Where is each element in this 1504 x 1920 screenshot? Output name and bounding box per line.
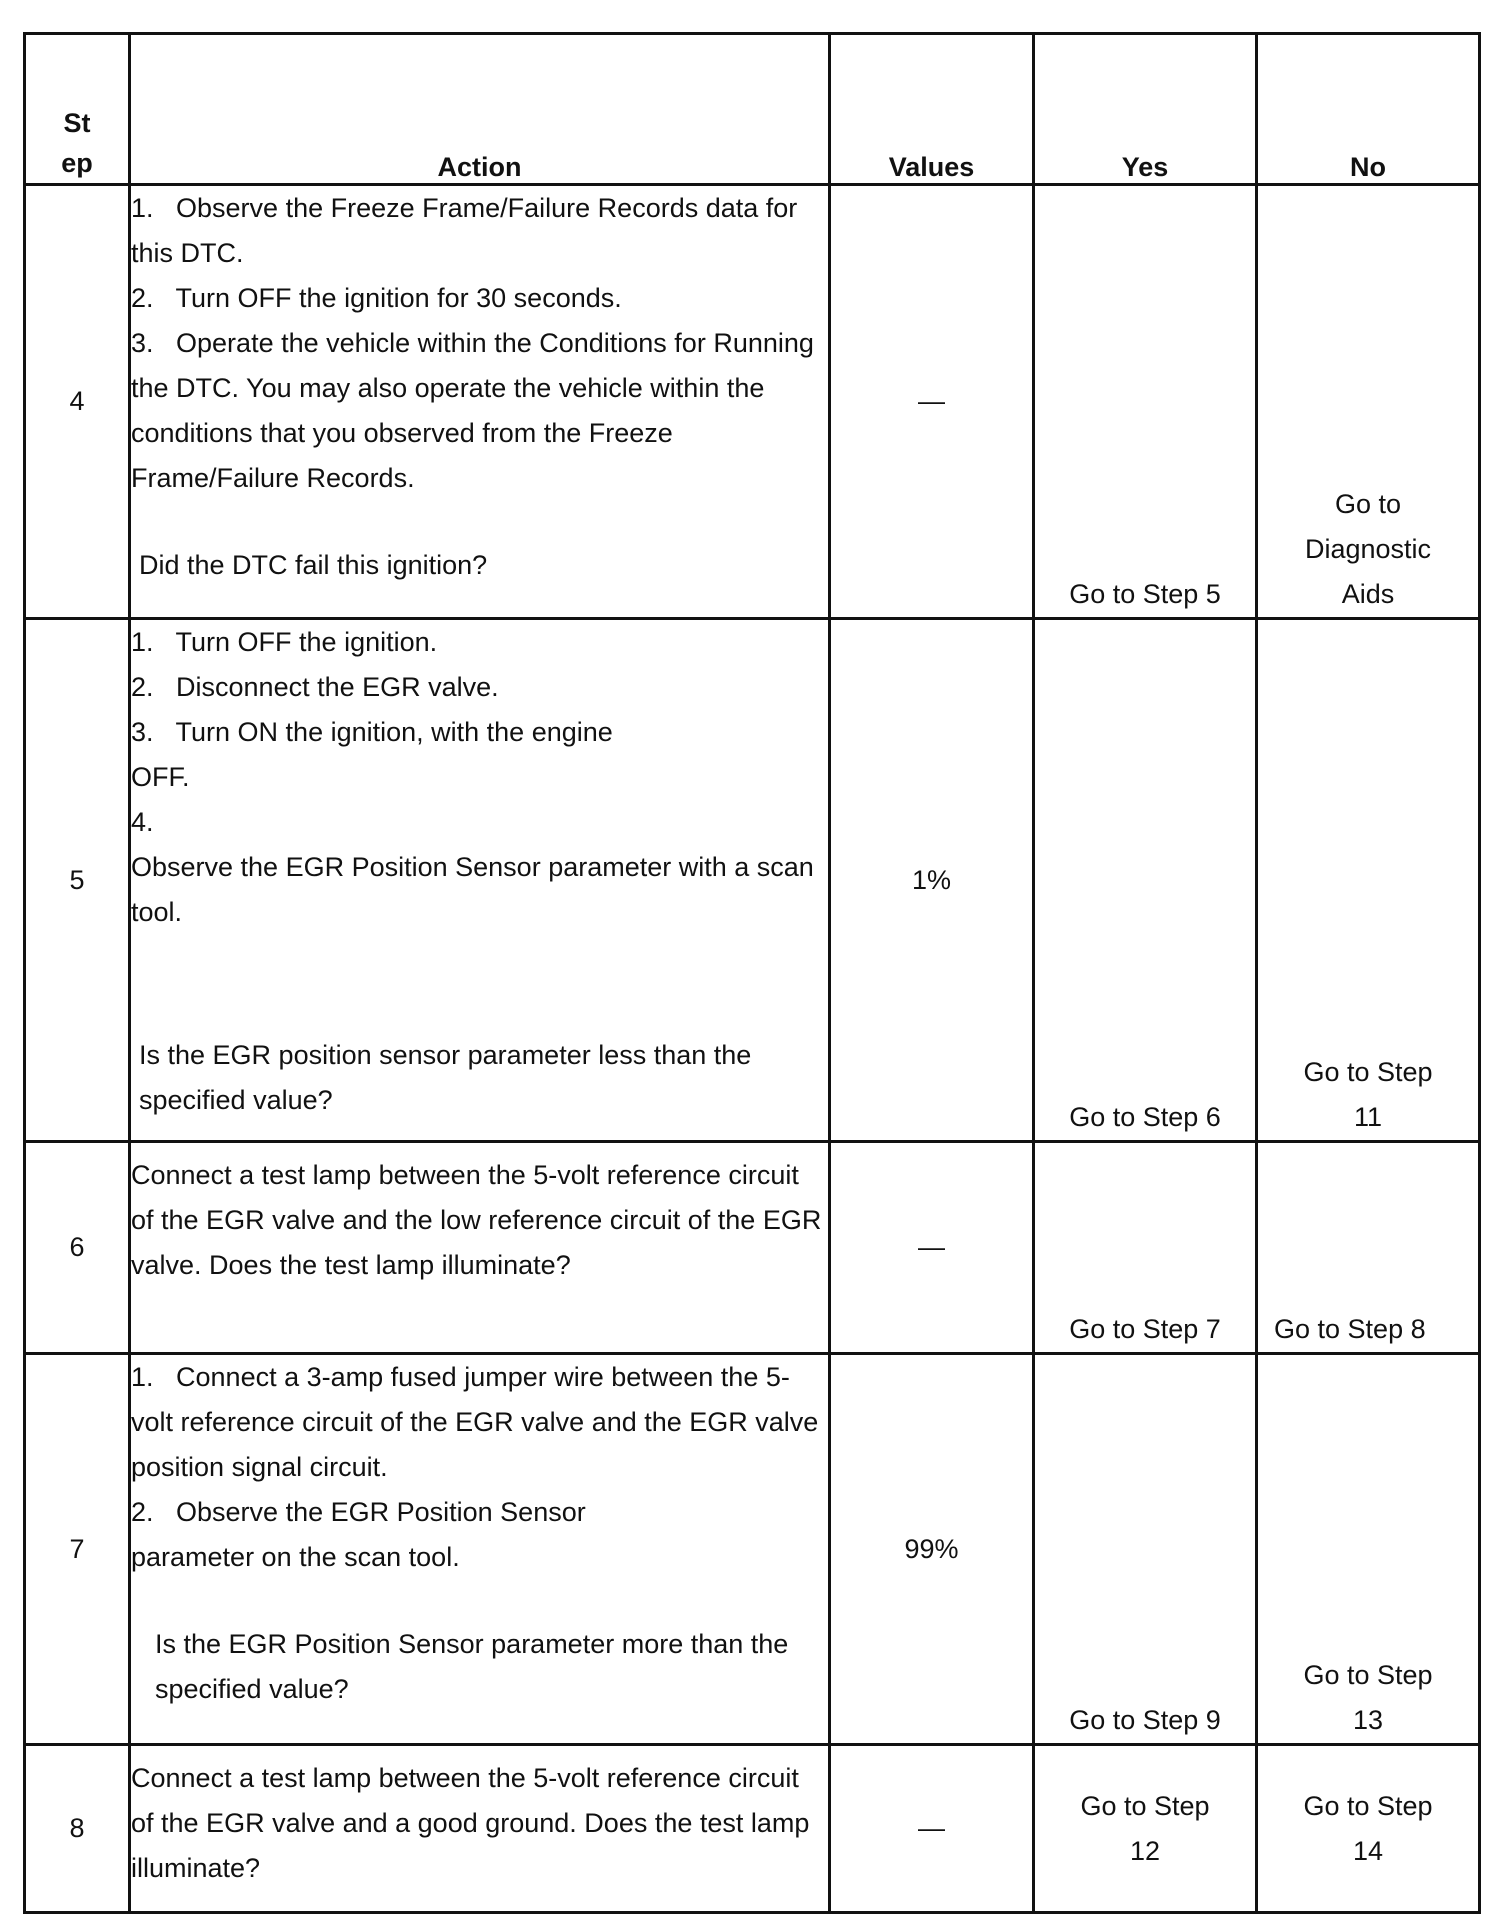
action-item: 4.	[131, 807, 154, 837]
action-item: 1. Turn OFF the ignition.	[131, 627, 438, 657]
table-row	[25, 619, 1480, 1142]
action-cell	[130, 185, 830, 619]
value-cell: 99%	[830, 1354, 1034, 1745]
yes-cell: Go to Step 6	[1034, 619, 1257, 1142]
action-text: Connect a test lamp between the 5-volt reference circuit of the EGR valve and a good ground. Does the test lamp illuminate?	[131, 1763, 810, 1883]
action-item: 2. Observe the EGR Position Sensor parameter on the scan tool.	[131, 1497, 594, 1572]
yes-cell: Go to Step 12	[1034, 1745, 1257, 1913]
no-cell: Go to Diagnostic Aids	[1257, 185, 1480, 619]
step-number: 7	[25, 1354, 130, 1745]
action-question: Did the DTC fail this ignition?	[139, 550, 488, 580]
action-item: 3. Operate the vehicle within the Conditions for Running the DTC. You may also operate the vehicle within the conditions that you observed from the Freeze Frame/Failure Records.	[131, 328, 822, 493]
table-row	[25, 1142, 1480, 1354]
yes-cell: Go to Step 5	[1034, 185, 1257, 619]
step-number: 5	[25, 619, 130, 1142]
header-row	[25, 34, 1480, 185]
action-item: Observe the EGR Position Sensor parameter with a scan tool.	[131, 852, 822, 927]
action-cell	[130, 1745, 830, 1913]
action-item: 3. Turn ON the ignition, with the engine OFF.	[131, 717, 621, 792]
header-action: Action	[130, 34, 830, 185]
action-item: 1. Connect a 3-amp fused jumper wire between the 5-volt reference circuit of the EGR valve and the EGR valve position signal circuit.	[131, 1362, 826, 1482]
step-number: 8	[25, 1745, 130, 1913]
action-cell	[130, 1142, 830, 1354]
action-question: Is the EGR Position Sensor parameter more than the specified value?	[155, 1629, 789, 1704]
table-row	[25, 1745, 1480, 1913]
action-cell	[130, 1354, 830, 1745]
step-number: 4	[25, 185, 130, 619]
value-cell: —	[830, 1142, 1034, 1354]
value-cell: —	[830, 185, 1034, 619]
no-cell: Go to Step 13	[1257, 1354, 1480, 1745]
table-row	[25, 1354, 1480, 1745]
diagnostic-table	[23, 32, 1481, 1914]
value-cell: 1%	[830, 619, 1034, 1142]
header-values: Values	[830, 34, 1034, 185]
action-item: 2. Disconnect the EGR valve.	[131, 672, 499, 702]
action-text: Connect a test lamp between the 5-volt reference circuit of the EGR valve and the low reference circuit of the EGR valve. Does the test lamp illuminate?	[131, 1160, 822, 1280]
action-item: 1. Observe the Freeze Frame/Failure Records data for this DTC.	[131, 193, 805, 268]
yes-cell: Go to Step 9	[1034, 1354, 1257, 1745]
action-question: Is the EGR position sensor parameter less than the specified value?	[139, 1040, 752, 1115]
step-number: 6	[25, 1142, 130, 1354]
header-yes: Yes	[1034, 34, 1257, 185]
action-item: 2. Turn OFF the ignition for 30 seconds.	[131, 283, 622, 313]
no-cell: Go to Step 14	[1257, 1745, 1480, 1913]
no-cell: Go to Step 11	[1257, 619, 1480, 1142]
header-no: No	[1257, 34, 1480, 185]
no-cell: Go to Step 8	[1257, 1142, 1480, 1354]
value-cell: —	[830, 1745, 1034, 1913]
action-cell	[130, 619, 830, 1142]
header-step: St ep	[25, 34, 130, 185]
yes-cell: Go to Step 7	[1034, 1142, 1257, 1354]
table-row	[25, 185, 1480, 619]
